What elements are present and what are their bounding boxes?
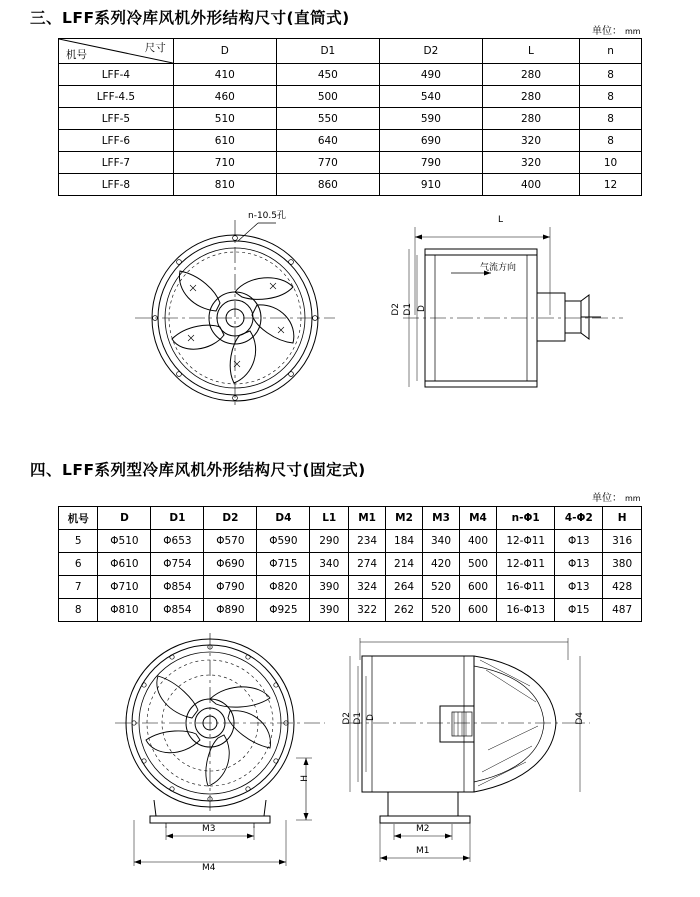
cell-n-phi1: 12-Φ11 [496, 530, 554, 553]
table-row-header [59, 39, 642, 64]
cell-d2: 690 [379, 130, 482, 152]
cell-n-phi1: 16-Φ13 [496, 599, 554, 622]
cell-d: Φ610 [98, 553, 151, 576]
cell-d1: 770 [276, 152, 379, 174]
cell-4-phi2: Φ13 [555, 553, 603, 576]
cell-4-phi2: Φ13 [555, 530, 603, 553]
cell-d1: Φ653 [151, 530, 204, 553]
cell-d1: 450 [276, 64, 379, 86]
cell-l: 320 [482, 130, 579, 152]
cell-model: LFF-4 [59, 64, 174, 86]
cell-m4: 600 [460, 599, 497, 622]
corner-header-size: 尺寸 [144, 42, 166, 54]
cell-d2: Φ890 [204, 599, 257, 622]
cell-m1: 324 [349, 576, 386, 599]
label-m1: M1 [416, 846, 430, 856]
cell-h: 487 [603, 599, 642, 622]
column-header-d: D [173, 39, 276, 64]
cell-d: Φ710 [98, 576, 151, 599]
column-header-h: H [603, 507, 642, 530]
cell-d2: 490 [379, 64, 482, 86]
column-header-model: 机号 [59, 507, 98, 530]
label-hole-note: n-10.5孔 [248, 211, 286, 221]
corner-header-model: 机号 [66, 49, 87, 61]
cell-d2: 540 [379, 86, 482, 108]
column-header-m3: M3 [423, 507, 460, 530]
cell-l1: 390 [310, 599, 349, 622]
label-length-l: L [498, 215, 504, 225]
table-row [59, 108, 642, 130]
label-d: D [417, 305, 427, 312]
table-row [59, 576, 642, 599]
label-d1: D1 [403, 303, 413, 316]
table-row [59, 64, 642, 86]
cell-n: 8 [580, 64, 642, 86]
cell-d1: 550 [276, 108, 379, 130]
cell-m3: 520 [423, 599, 460, 622]
column-header-d4: D4 [257, 507, 310, 530]
table-row [59, 86, 642, 108]
column-header-m2: M2 [386, 507, 423, 530]
cell-d1: Φ854 [151, 576, 204, 599]
cell-d4: Φ925 [257, 599, 310, 622]
cell-d: 610 [173, 130, 276, 152]
column-header-d1: D1 [276, 39, 379, 64]
cell-n: 8 [580, 130, 642, 152]
cell-l: 320 [482, 152, 579, 174]
cell-d1: Φ854 [151, 599, 204, 622]
cell-m1: 234 [349, 530, 386, 553]
label-d2: D2 [391, 303, 401, 316]
cell-model: 6 [59, 553, 98, 576]
column-header-n-phi1: n-Φ1 [496, 507, 554, 530]
cell-h: 428 [603, 576, 642, 599]
cell-d4: Φ820 [257, 576, 310, 599]
unit-label-text: 单位： [592, 26, 622, 37]
cell-l1: 390 [310, 576, 349, 599]
cell-d: 710 [173, 152, 276, 174]
cell-model: 5 [59, 530, 98, 553]
drawing-straight-front-view [130, 211, 340, 410]
cell-l: 400 [482, 174, 579, 196]
cell-d4: Φ590 [257, 530, 310, 553]
column-header-d1: D1 [151, 507, 204, 530]
cell-4-phi2: Φ15 [555, 599, 603, 622]
cell-n: 12 [580, 174, 642, 196]
cell-d4: Φ715 [257, 553, 310, 576]
cell-model: LFF-5 [59, 108, 174, 130]
unit-note-fixed [592, 489, 641, 504]
fan-fixed-side-diagram [340, 630, 600, 880]
table-straight-dimensions [58, 38, 642, 196]
column-header-l: L [482, 39, 579, 64]
drawing-fixed-front-view [110, 630, 340, 880]
cell-n: 8 [580, 108, 642, 130]
drawing-straight-side-view [391, 215, 625, 410]
table-fixed-dimensions [58, 506, 642, 622]
table-row [59, 174, 642, 196]
cell-m2: 264 [386, 576, 423, 599]
cell-d1: Φ754 [151, 553, 204, 576]
section-title-fixed: 四、LFF系列型冷库风机外形结构尺寸(固定式) [30, 461, 366, 479]
unit-value-text: mm [625, 27, 641, 36]
column-header-m1: M1 [349, 507, 386, 530]
column-header-4-phi2: 4-Φ2 [555, 507, 603, 530]
table-row [59, 553, 642, 576]
cell-4-phi2: Φ13 [555, 576, 603, 599]
column-header-d: D [98, 507, 151, 530]
unit-label-text: 单位： [592, 493, 622, 504]
unit-value-text: mm [625, 494, 641, 503]
label-airflow: 气流方向 [480, 263, 517, 273]
cell-m3: 340 [423, 530, 460, 553]
cell-d2: 790 [379, 152, 482, 174]
table-row [59, 152, 642, 174]
cell-m2: 214 [386, 553, 423, 576]
cell-n: 8 [580, 86, 642, 108]
cell-d2: Φ690 [204, 553, 257, 576]
label-m3: M3 [202, 824, 216, 834]
table-row [59, 130, 642, 152]
section-title-straight: 三、LFF系列冷库风机外形结构尺寸(直筒式) [30, 9, 350, 27]
fan-side-view-diagram [395, 215, 625, 410]
cell-d2: 910 [379, 174, 482, 196]
label-m2: M2 [416, 824, 430, 834]
cell-l: 280 [482, 86, 579, 108]
cell-d1: 640 [276, 130, 379, 152]
column-header-d2: D2 [379, 39, 482, 64]
fan-fixed-front-diagram [110, 630, 340, 880]
cell-model: 8 [59, 599, 98, 622]
unit-note-straight [592, 22, 641, 37]
column-header-l1: L1 [310, 507, 349, 530]
cell-model: LFF-6 [59, 130, 174, 152]
cell-d2: Φ570 [204, 530, 257, 553]
column-header-m4: M4 [460, 507, 497, 530]
cell-d: 810 [173, 174, 276, 196]
cell-d: Φ810 [98, 599, 151, 622]
table-row [59, 530, 642, 553]
cell-m1: 274 [349, 553, 386, 576]
cell-l: 280 [482, 64, 579, 86]
fan-front-view-diagram [130, 215, 340, 410]
label-d4: D4 [575, 712, 585, 725]
cell-m2: 184 [386, 530, 423, 553]
cell-model: LFF-7 [59, 152, 174, 174]
cell-model: LFF-8 [59, 174, 174, 196]
cell-m3: 420 [423, 553, 460, 576]
cell-m4: 600 [460, 576, 497, 599]
cell-m3: 520 [423, 576, 460, 599]
label-m4: M4 [202, 863, 216, 873]
cell-l1: 340 [310, 553, 349, 576]
corner-header-cell [59, 39, 174, 64]
cell-d: 510 [173, 108, 276, 130]
cell-h: 380 [603, 553, 642, 576]
cell-model: 7 [59, 576, 98, 599]
label-d1: D1 [353, 712, 363, 725]
label-d2: D2 [342, 712, 352, 725]
label-d: D [366, 714, 376, 721]
cell-d2: 590 [379, 108, 482, 130]
column-header-n: n [580, 39, 642, 64]
cell-n: 10 [580, 152, 642, 174]
cell-model: LFF-4.5 [59, 86, 174, 108]
cell-m1: 322 [349, 599, 386, 622]
cell-m2: 262 [386, 599, 423, 622]
table-row-header [59, 507, 642, 530]
cell-n-phi1: 16-Φ11 [496, 576, 554, 599]
column-header-d2: D2 [204, 507, 257, 530]
table-row [59, 599, 642, 622]
cell-d: 460 [173, 86, 276, 108]
cell-d1: 860 [276, 174, 379, 196]
cell-m4: 400 [460, 530, 497, 553]
drawing-fixed-side-view [340, 630, 600, 880]
cell-m4: 500 [460, 553, 497, 576]
cell-l: 280 [482, 108, 579, 130]
cell-h: 316 [603, 530, 642, 553]
cell-d2: Φ790 [204, 576, 257, 599]
cell-d: Φ510 [98, 530, 151, 553]
cell-d: 410 [173, 64, 276, 86]
cell-d1: 500 [276, 86, 379, 108]
cell-n-phi1: 12-Φ11 [496, 553, 554, 576]
label-h: H [300, 775, 310, 782]
cell-l1: 290 [310, 530, 349, 553]
